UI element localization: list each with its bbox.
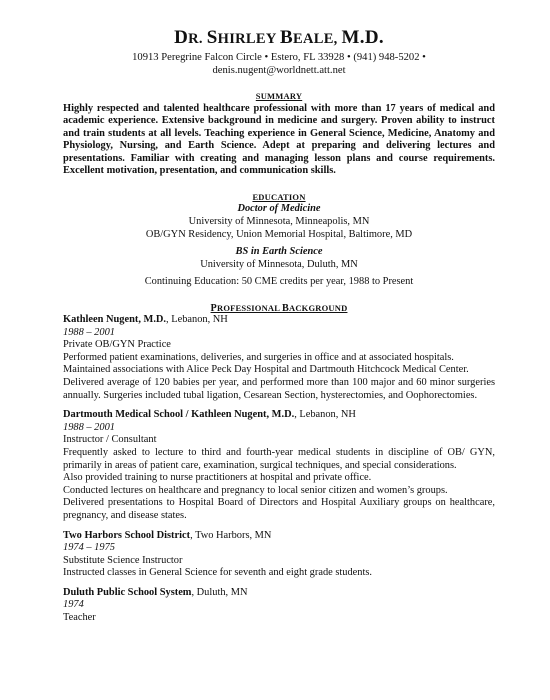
education-heading bbox=[63, 192, 495, 203]
name-part: S bbox=[206, 27, 218, 48]
continuing-education: Continuing Education: 50 CME credits per year, 1988 to Present bbox=[144, 276, 414, 288]
degree-detail: OB/GYN Residency, Union Memorial Hospital, Baltimore, MD bbox=[145, 228, 413, 240]
candidate-name bbox=[63, 27, 495, 50]
name-part: M.D. bbox=[341, 27, 384, 48]
employment-dates: 1974 – 1975 bbox=[63, 542, 115, 554]
experience-entry bbox=[63, 314, 495, 402]
employer-line bbox=[63, 587, 495, 600]
degree-detail: University of Minnesota, Minneapolis, MN bbox=[188, 216, 370, 228]
employer-line bbox=[63, 314, 495, 327]
degree-detail: University of Minnesota, Duluth, MN bbox=[200, 258, 358, 270]
employer-location: , Lebanon, NH bbox=[294, 409, 356, 421]
contact-address: 10913 Peregrine Falcon Circle • Estero, FL 33928 • (941) 948-5202 • bbox=[132, 52, 426, 63]
employer-line bbox=[63, 530, 495, 543]
heading-part: B bbox=[281, 303, 289, 314]
job-description: Performed patient examinations, deliveries, and surgeries in office and at associated hospitals. bbox=[63, 351, 454, 363]
employment-dates: 1988 – 2001 bbox=[63, 421, 115, 433]
name-part: R. bbox=[188, 31, 207, 47]
job-description: Conducted lectures on healthcare and pregnancy to local senior citizen and women’s groups. bbox=[63, 484, 448, 496]
employer-name: Duluth Public School System bbox=[63, 586, 192, 598]
job-title: Teacher bbox=[63, 612, 96, 624]
contact-email: denis.nugent@worldnett.att.net bbox=[212, 65, 346, 76]
employer-location: , Two Harbors, MN bbox=[190, 529, 272, 541]
education-heading-text: EDUCATION bbox=[252, 192, 306, 203]
employer-line bbox=[63, 409, 495, 422]
employer-name: Kathleen Nugent, M.D. bbox=[63, 314, 167, 325]
employer-name: Dartmouth Medical School / Kathleen Nugent, M.D. bbox=[63, 409, 295, 421]
summary-text: Highly respected and talented healthcare professional with more than 17 years of medical and academic experience. Extensive background in medicine and surgery. Proven ability to instruct and train students at all levels. Teaching experience in General Science, Medicine, Anatomy and Physiology, Nursing, and Earth Science. Adept at preparing and delivering lectures and presentations. Familiar with creating and managing lesson plans and course requirements. Excellent motivation, presentation, and communication skills. bbox=[63, 103, 495, 177]
employer-location: , Duluth, MN bbox=[191, 586, 248, 598]
summary-heading-text: SUMMARY bbox=[255, 91, 303, 101]
employment-dates: 1974 bbox=[63, 599, 84, 611]
name-part: EALE, bbox=[293, 31, 342, 47]
job-title: Instructor / Consultant bbox=[63, 434, 157, 446]
job-description: Frequently asked to lecture to third and fourth-year medical students in discipline of OB/ GYN, primarily in areas of patient care, examination, surgical techniques, and special considerations. bbox=[63, 446, 495, 471]
degree-title: BS in Earth Science bbox=[235, 246, 323, 258]
job-description: Delivered presentations to Hospital Board of Directors and Hospital Auxiliary groups on healthcare, pregnancy, and disease states. bbox=[63, 497, 495, 521]
job-description: Maintained associations with Alice Peck Day Hospital and Dartmouth Hitchcock Medical Center. bbox=[63, 364, 469, 376]
job-description: Instructed classes in General Science for seventh and eight grade students. bbox=[63, 567, 373, 579]
summary-heading bbox=[63, 91, 495, 102]
name-part: HIRLEY bbox=[217, 31, 281, 47]
job-description: Also provided training to nurse practitioners at hospital and private office. bbox=[63, 472, 372, 484]
heading-part: ACKGROUND bbox=[288, 303, 348, 313]
education-section bbox=[63, 203, 495, 289]
heading-part: P bbox=[210, 303, 217, 314]
job-title: Substitute Science Instructor bbox=[63, 554, 183, 566]
employer-name: Two Harbors School District bbox=[63, 529, 191, 541]
background-heading bbox=[63, 303, 495, 314]
experience-entry bbox=[63, 530, 495, 580]
job-title: Private OB/GYN Practice bbox=[63, 339, 171, 351]
employer-location: , Lebanon, NH bbox=[166, 314, 228, 325]
heading-part: ROFESSIONAL bbox=[216, 303, 282, 313]
employment-dates: 1988 – 2001 bbox=[63, 326, 115, 338]
name-part: D bbox=[174, 27, 189, 48]
degree-title: Doctor of Medicine bbox=[237, 203, 321, 215]
name-part: B bbox=[280, 27, 293, 48]
experience-entry bbox=[63, 587, 495, 625]
experience-entry bbox=[63, 409, 495, 522]
background-entries bbox=[63, 314, 495, 625]
job-description: Delivered average of 120 babies per year, and performed more than 100 major and 60 minor surgeries annually. Surgeries included tubal ligation, Cesarean Section, hysterectomies, and Oophorectomies. bbox=[63, 376, 495, 401]
